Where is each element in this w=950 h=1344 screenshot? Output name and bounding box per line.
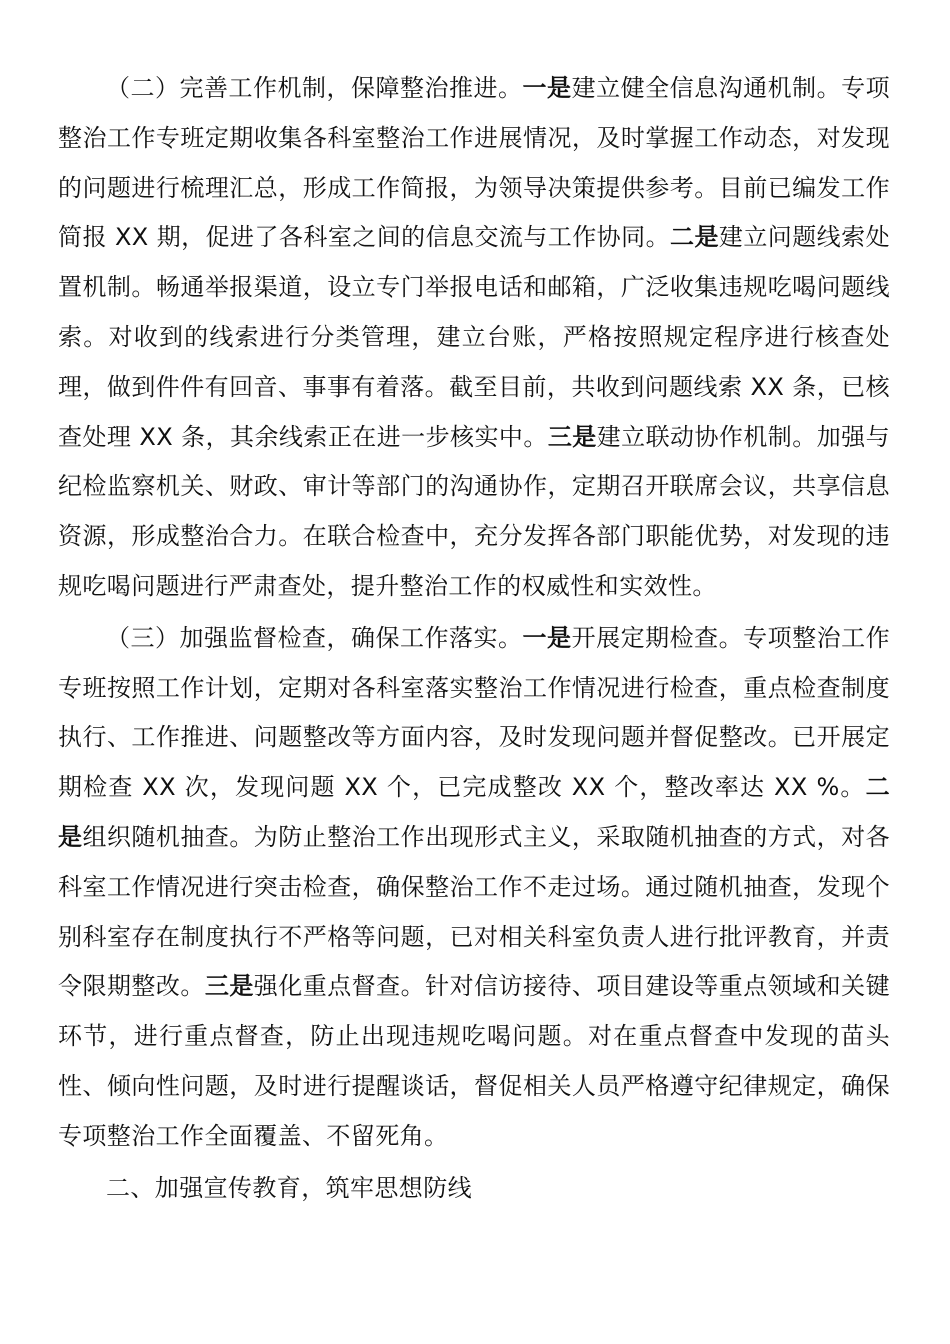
document-body <box>58 64 890 1215</box>
section-3-heading: （三）加强监督检查，确保工作落实。 <box>106 623 523 652</box>
section-3-text-3: 强化重点督查。针对信访接待、项目建设等重点领域和关键环节，进行重点督查，防止出现违规吃喝问题。对在重点督查中发现的苗头性、倾向性问题，及时进行提醒谈话，督促相关人员严格遵守纪律规定，确保专项整治工作全面覆盖、不留死角。 <box>58 972 890 1150</box>
section-2-text-1: 建立健全信息沟通机制。专项整治工作专班定期收集各科室整治工作进展情况，及时掌握工作动态，对发现的问题进行梳理汇总，形成工作简报，为领导决策提供参考。目前已编发工作简报 XX 期，促进了各科室之间的信息交流与工作协同。 <box>58 74 890 252</box>
section-2-heading: （二）完善工作机制，保障整治推进。 <box>106 74 523 102</box>
paragraph-section-2 <box>58 64 890 612</box>
keyword-first: 一是 <box>522 74 572 102</box>
section-2-text-2: 建立问题线索处置机制。畅通举报渠道，设立专门举报电话和邮箱，广泛收集违规吃喝问题线索。对收到的线索进行分类管理，建立台账，严格按照规定程序进行核查处理，做到件件有回音、事事有着落。截至目前，共收到问题线索 XX 条，已核查处理 XX 条，其余线索正在进一步核实中。 <box>58 223 890 451</box>
keyword-first: 一是 <box>522 623 572 652</box>
keyword-second: 二是 <box>670 223 719 252</box>
section-two-title: 二、加强宣传教育，筑牢思想防线 <box>106 1173 472 1202</box>
keyword-third: 三是 <box>547 422 597 451</box>
section-2-text-3: 建立联动协作机制。加强与纪检监察机关、财政、审计等部门的沟通协作，定期召开联席会议，共享信息资源，形成整治合力。在联合检查中，充分发挥各部门职能优势，对发现的违规吃喝问题进行严肃查处，提升整治工作的权威性和实效性。 <box>58 422 890 600</box>
section-3-text-1: 开展定期检查。专项整治工作专班按照工作计划，定期对各科室落实整治工作情况进行检查，重点检查制度执行、工作推进、问题整改等方面内容，及时发现问题并督促整改。已开展定期检查 XX 次，发现问题 XX 个，已完成整改 XX 个，整改率达 XX %。 <box>58 623 890 802</box>
paragraph-section-3 <box>58 614 890 1162</box>
section-3-text-2: 组织随机抽查。为防止整治工作出现形式主义，采取随机抽查的方式，对各科室工作情况进行突击检查，确保整治工作不走过场。通过随机抽查，发现个别科室存在制度执行不严格等问题，已对相关科室负责人进行批评教育，并责令限期整改。 <box>58 822 890 1001</box>
keyword-third: 三是 <box>204 972 254 1001</box>
keyword-second: 二是 <box>58 773 890 851</box>
